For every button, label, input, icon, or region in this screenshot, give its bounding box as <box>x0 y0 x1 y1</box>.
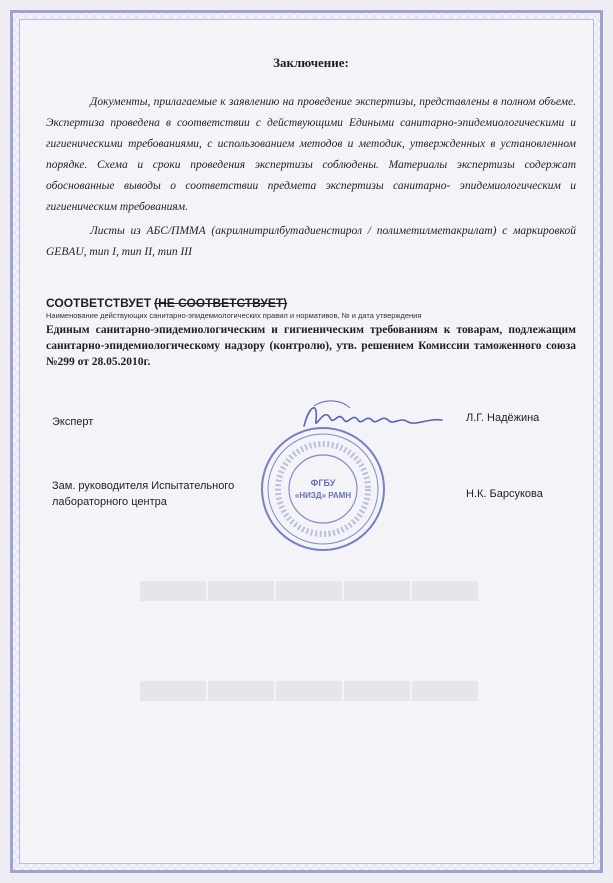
product-text: Листы из АБС/ПММА (акрилнитрилбутадиенстирол / полиметилметакрилат) с маркировкой GEBAU, тип I, тип II, тип III <box>46 225 576 258</box>
verdict-text: СООТВЕТСТВУЕТ <box>46 296 152 310</box>
deputy-role-line2: лабораторного центра <box>52 496 167 508</box>
verdict-struck-text: (НЕ СООТВЕТСТВУЕТ) <box>154 296 288 310</box>
expert-role: Эксперт <box>52 416 94 428</box>
page-title: Заключение: <box>273 55 349 70</box>
expert-name: Л.Г. Надёжина <box>466 412 540 424</box>
stamp-center-line2: «НИЗД» РАМН <box>294 491 352 500</box>
conclusion-text: Документы, прилагаемые к заявлению на проведение экспертизы, представлены в полном объеме. Экспертиза проведена в соответствии с действующими Едиными санитарно-эпидемиологическими и гигиеническими требованиями, с использованием методов и методик, утвержденных в установленном порядке. Схема и сроки проведения экспертизы соблюдены. Материалы экспертизы содержат обоснованные выводы о соответствии предмета экспертизы санитарно- эпидемиологическим и гигиеническим требованиям. <box>46 96 576 213</box>
regulations-caption: Наименование действующих санитарно-эпидемиологических правил и нормативов, № и дата утверждения <box>46 311 422 320</box>
deputy-name: Н.К. Барсукова <box>466 488 543 500</box>
background-watermark: ▬▬▬▬▬ <box>140 541 480 615</box>
regulations-text: Единым санитарно-эпидемиологическим и гигиеническим требованиям к товарам, подлежащим санитарно-эпидемиологическому надзору (контролю), утв. решением Комиссии таможенного союза №299 от 28.05.2010г. <box>46 324 576 368</box>
handwritten-signature <box>296 396 446 444</box>
deputy-role-line1: Зам. руководителя Испытательного <box>52 480 235 492</box>
background-watermark: ▬▬▬▬▬ <box>140 641 480 715</box>
verdict <box>46 296 287 310</box>
deputy-role <box>52 478 234 510</box>
conclusion-paragraph <box>46 92 576 218</box>
product-paragraph <box>46 221 576 263</box>
stamp-center-line1: ФГБУ <box>310 478 336 488</box>
